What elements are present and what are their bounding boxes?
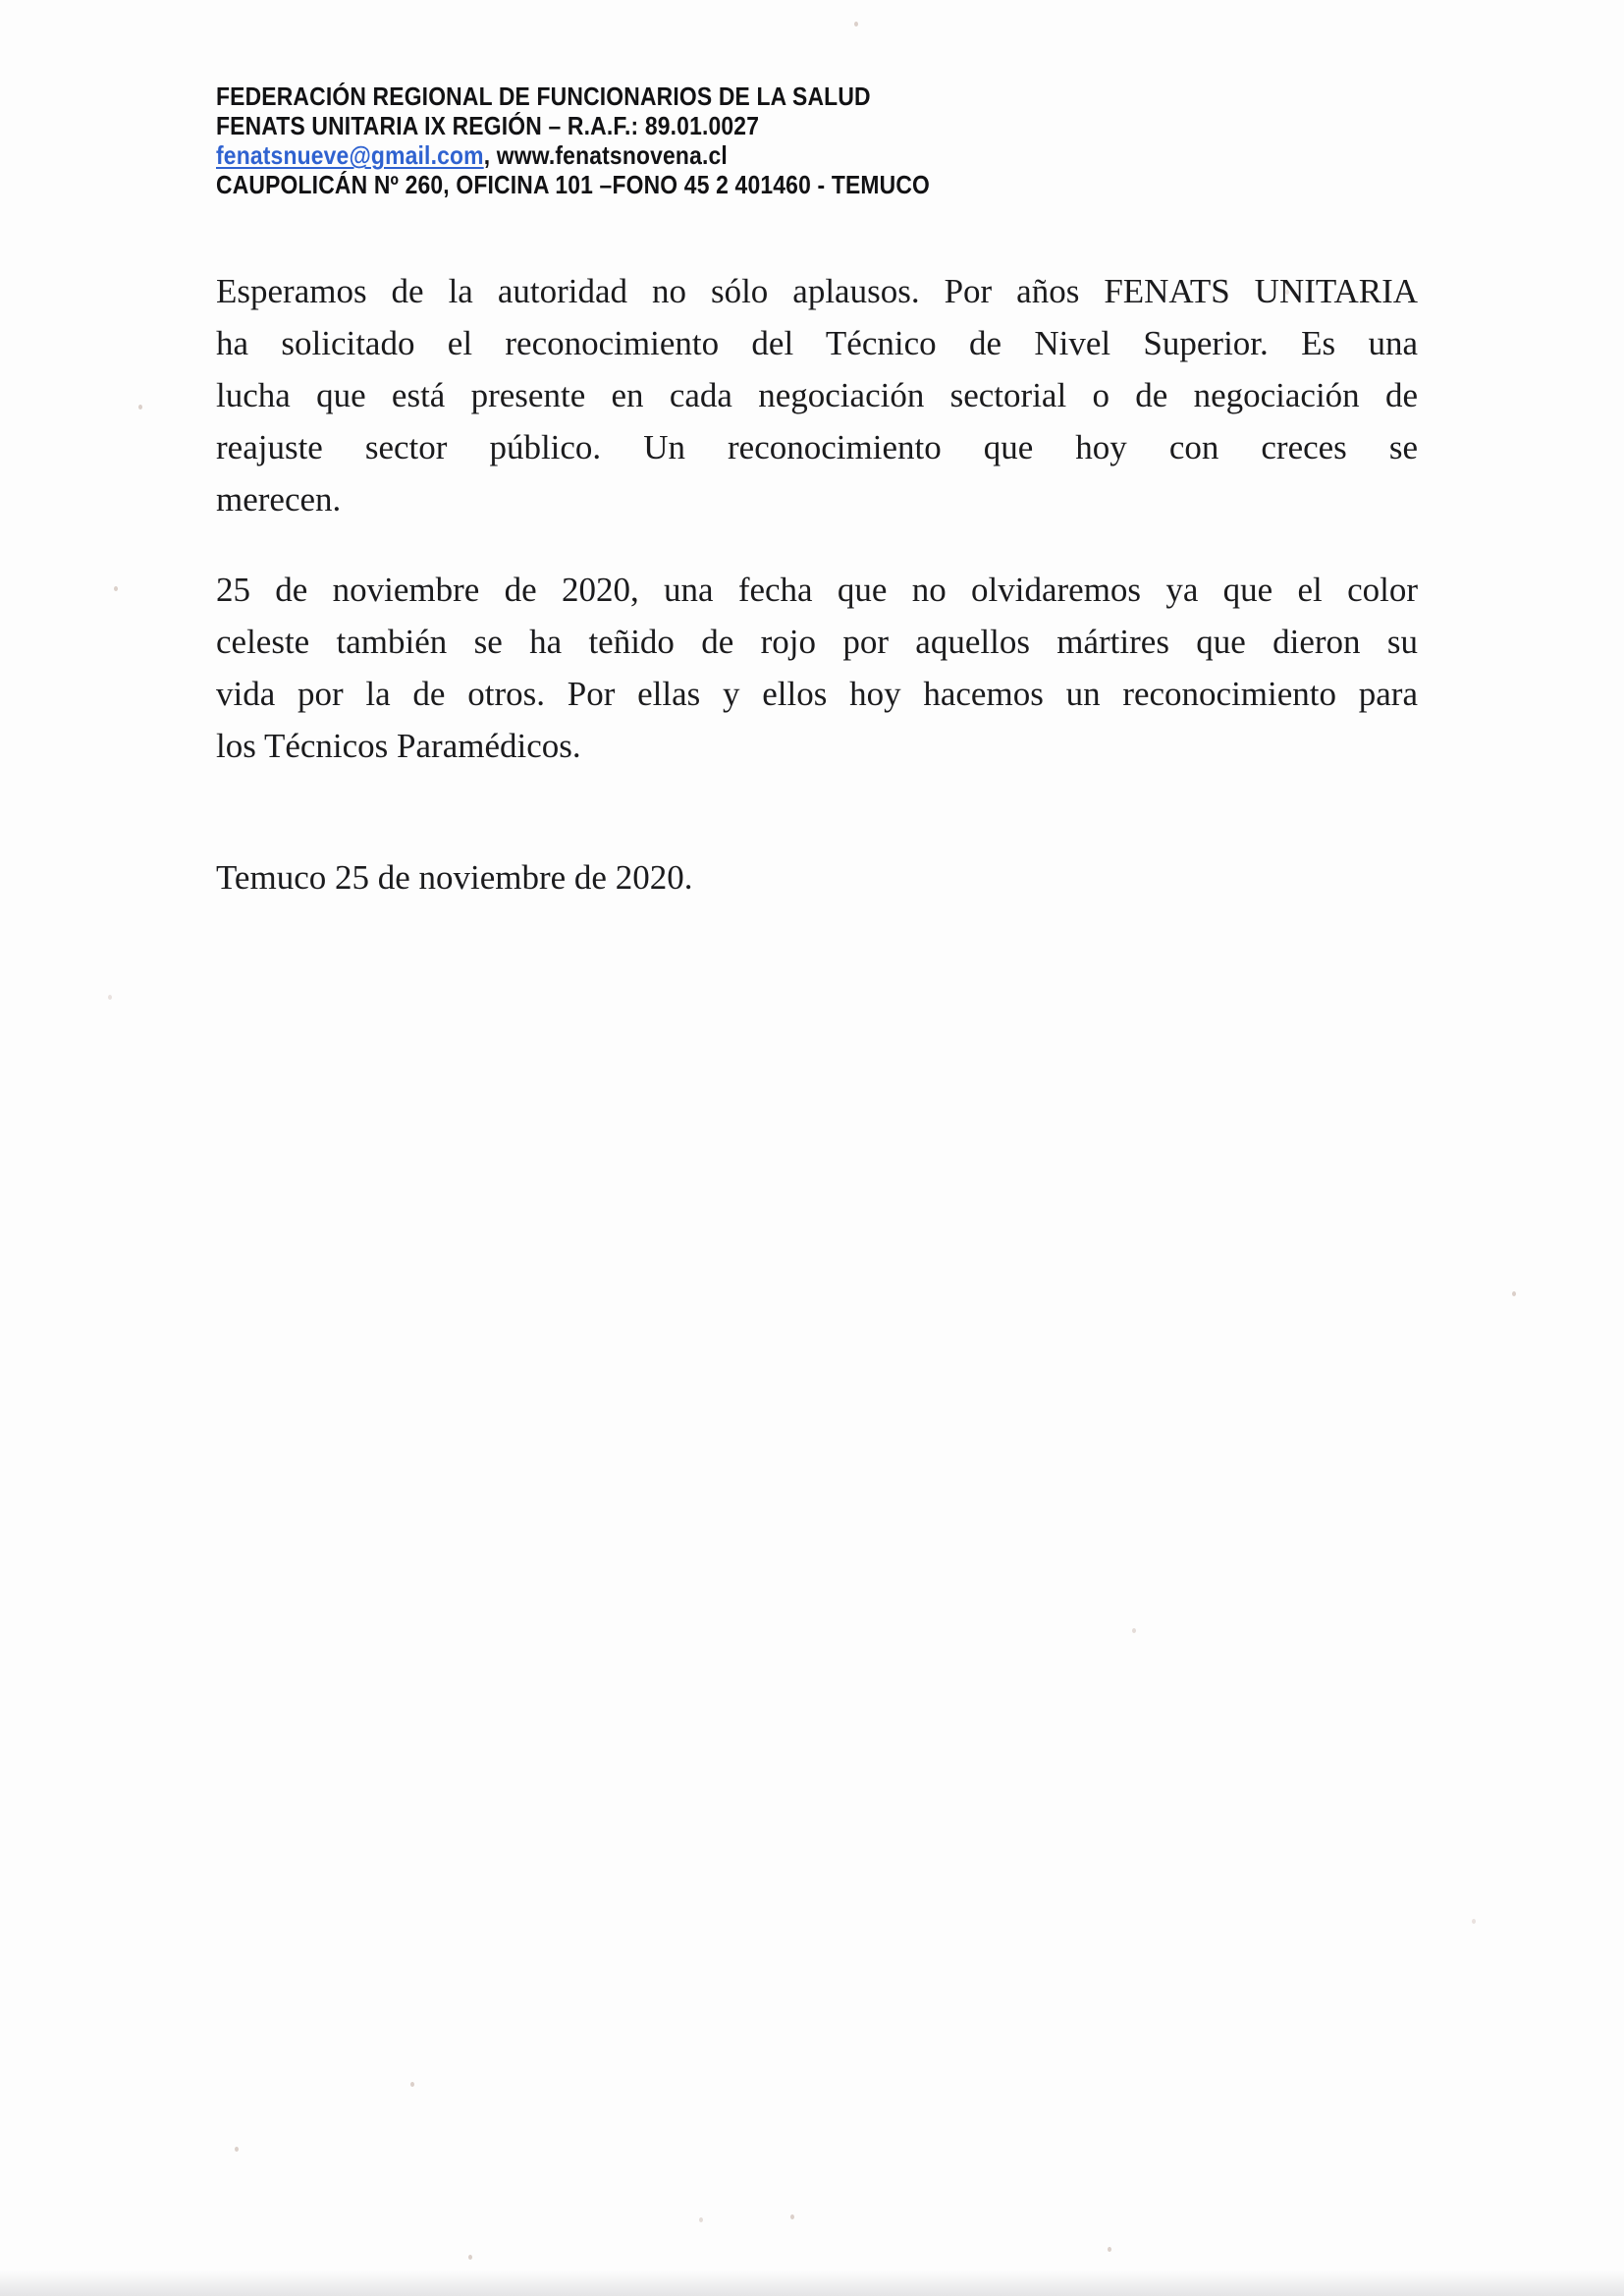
letterhead xyxy=(216,82,930,199)
letterhead-contact-line xyxy=(216,140,930,170)
contact-separator: , xyxy=(483,140,497,170)
body-text-line: los Técnicos Paramédicos. xyxy=(216,727,581,765)
letterhead-org-subtitle: FENATS UNITARIA IX REGIÓN – R.A.F.: 89.01.0027 xyxy=(216,111,760,140)
letterhead-org-name: FEDERACIÓN REGIONAL DE FUNCIONARIOS DE LA SALUD xyxy=(216,82,871,111)
letterhead-address-line: CAUPOLICÁN Nº 260, OFICINA 101 –FONO 45 2 401460 - TEMUCO xyxy=(216,170,931,199)
paragraph-2 xyxy=(216,564,1418,772)
website-text: www.fenatsnovena.cl xyxy=(496,140,728,170)
body-text-line: merecen. xyxy=(216,480,342,519)
body-text-line: lucha que está presente en cada negociación sectorial o de negociación de xyxy=(216,376,1418,414)
paragraph-1 xyxy=(216,265,1418,525)
body-text-line: celeste también se ha teñido de rojo por aquellos mártires que dieron su xyxy=(216,623,1418,661)
scan-bottom-shadow xyxy=(0,2270,1624,2296)
email-link[interactable]: fenatsnueve@gmail.com xyxy=(216,140,484,170)
body-text-line: 25 de noviembre de 2020, una fecha que no olvidaremos ya que el color xyxy=(216,571,1418,609)
body-text-line: reajuste sector público. Un reconocimiento que hoy con creces se xyxy=(216,428,1418,466)
letter-body xyxy=(216,265,1418,903)
body-text-line: Esperamos de la autoridad no sólo aplausos. Por años FENATS UNITARIA xyxy=(216,272,1418,310)
body-text-line: ha solicitado el reconocimiento del Técnico de Nivel Superior. Es una xyxy=(216,324,1418,362)
body-paragraphs xyxy=(216,265,1418,772)
body-text-line: vida por la de otros. Por ellas y ellos hoy hacemos un reconocimiento para xyxy=(216,675,1418,713)
closing-date-line: Temuco 25 de noviembre de 2020. xyxy=(216,858,693,897)
